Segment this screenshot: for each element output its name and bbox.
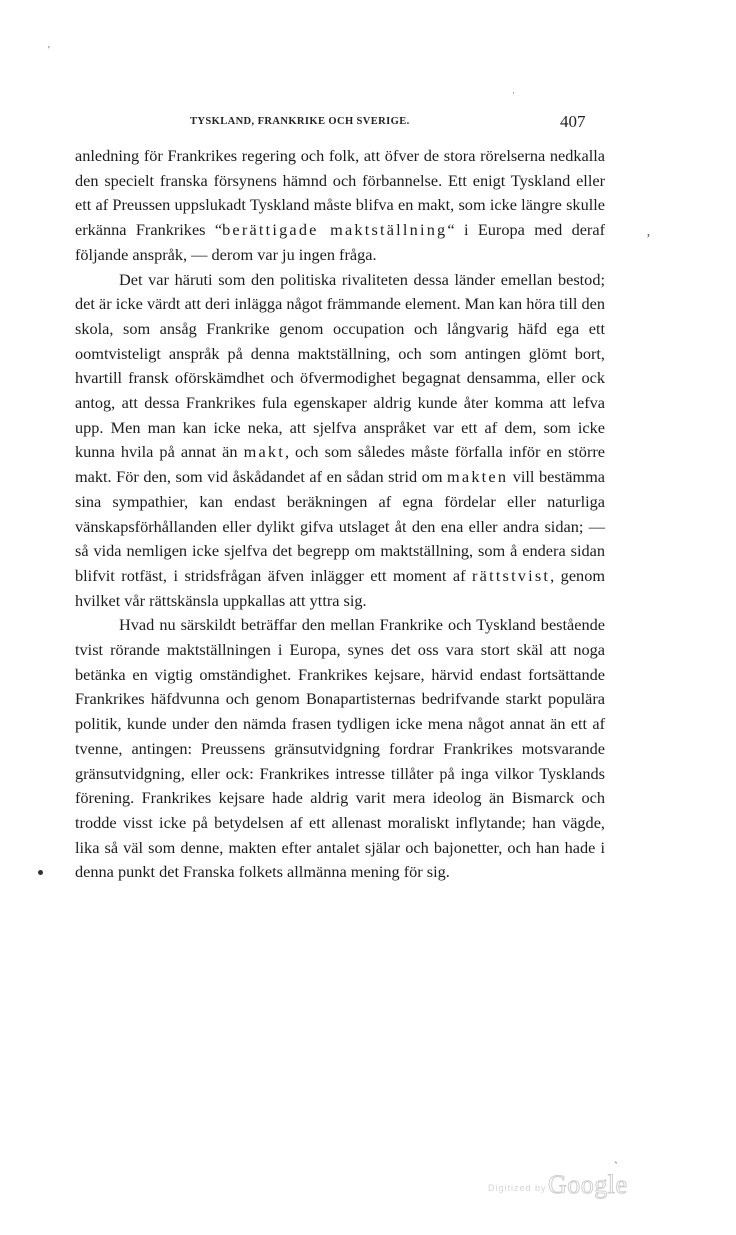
- margin-mark: ʼ: [646, 232, 651, 247]
- emphasized-spaced-text: makt: [243, 442, 285, 462]
- paragraph: [75, 268, 605, 614]
- emphasized-spaced-text: berättigade maktställning: [222, 220, 448, 240]
- text-run: vill bestämma sina sympathier, kan endast beräkningen af egna fördelar eller naturliga vänskapsförhållanden eller dylikt gifva utslaget åt den ena eller andra sidan; — så vida nemligen icke sjelfva det begrepp om maktställning, som å endera sidan blifvit rotfäst, i stridsfrågan äfven inlägger ett moment af: [75, 467, 606, 585]
- text-run: anledning för Frankrikes regering och folk, att öfver de stora rörelserna nedkalla den specielt franska försynens hämnd och förbannelse. Ett enigt Tyskland eller ett af Preussen uppslukadt Tyskland måste blifva en makt, som icke längre skulle erkänna Frankrikes “: [75, 146, 605, 240]
- paragraph: [75, 613, 605, 885]
- emphasized-spaced-text: makten: [447, 467, 509, 487]
- text-run: , genom hvilket vår rättskänsla uppkallas att yttra sig.: [75, 565, 605, 610]
- scan-speck: ': [48, 45, 50, 56]
- google-watermark-logo: Google: [548, 1170, 628, 1199]
- page-number: 407: [560, 112, 586, 131]
- paragraph: [75, 144, 605, 268]
- body-text: [75, 144, 605, 885]
- running-head-title: TYSKLAND, FRANKRIKE OCH SVERIGE.: [190, 116, 410, 127]
- text-run: , och som således måste förfalla inför en större makt. För den, som vid åskådandet af en sådan strid om: [75, 442, 606, 487]
- margin-dot: [38, 870, 43, 875]
- text-run: Hvad nu särskildt beträffar den mellan Frankrike och Tyskland bestående tvist rörande maktställningen i Europa, synes det oss vara stort skäl att noga betänka en vigtig omständighet. Frankrikes kejsare, härvid endast fortsättande Frankrikes häfdvunna och genom Bonapartisternas bedrifvande starkt populära politik, kunde under den nämda frasen tydligen icke mena något annat än ett af tvenne, antingen: Preussens gränsutvidgning fordrar Frankrikes motsvarande gränsutvidgning, eller ock: Frankrikes intresse tillåter på inga vilkor Tysklands förening. Frankrikes kejsare hade aldrig varit mera ideolog än Bismarck och trodde visst icke på betydelsen af ett allenast moraliskt inflytande; han vägde, lika så väl som denne, makten efter antalet själar och bajonetter, och han hade i denna punkt det Franska folkets allmänna mening för sig.: [75, 615, 605, 882]
- text-run: Det var häruti som den politiska rivaliteten dessa länder emellan bestod; det är icke värdt att deri inlägga något främmande element. Man kan höra till den skola, som ansåg Frankrike genom occupation och långvarig häfd ega ett oomtvisteligt anspråk på denna maktställning, och som antingen glömt bort, hvartill fransk oförskämdhet och öfvermodighet begagnat densamma, eller ock antog, att dessa Frankrikes fula egenskaper aldrig kunde åter komma att lefva upp. Men man kan icke neka, att sjelfva anspråket var ett af dem, som icke kunna hvila på annat än: [75, 269, 605, 462]
- scan-speck: ·: [512, 88, 515, 98]
- emphasized-spaced-text: rättstvist: [472, 565, 551, 585]
- scan-speck: ˎ: [614, 1150, 618, 1164]
- digitized-by-text: Digitized by: [488, 1183, 547, 1193]
- text-run: “ i Europa med deraf följande anspråk, — derom var ju ingen fråga.: [75, 220, 606, 264]
